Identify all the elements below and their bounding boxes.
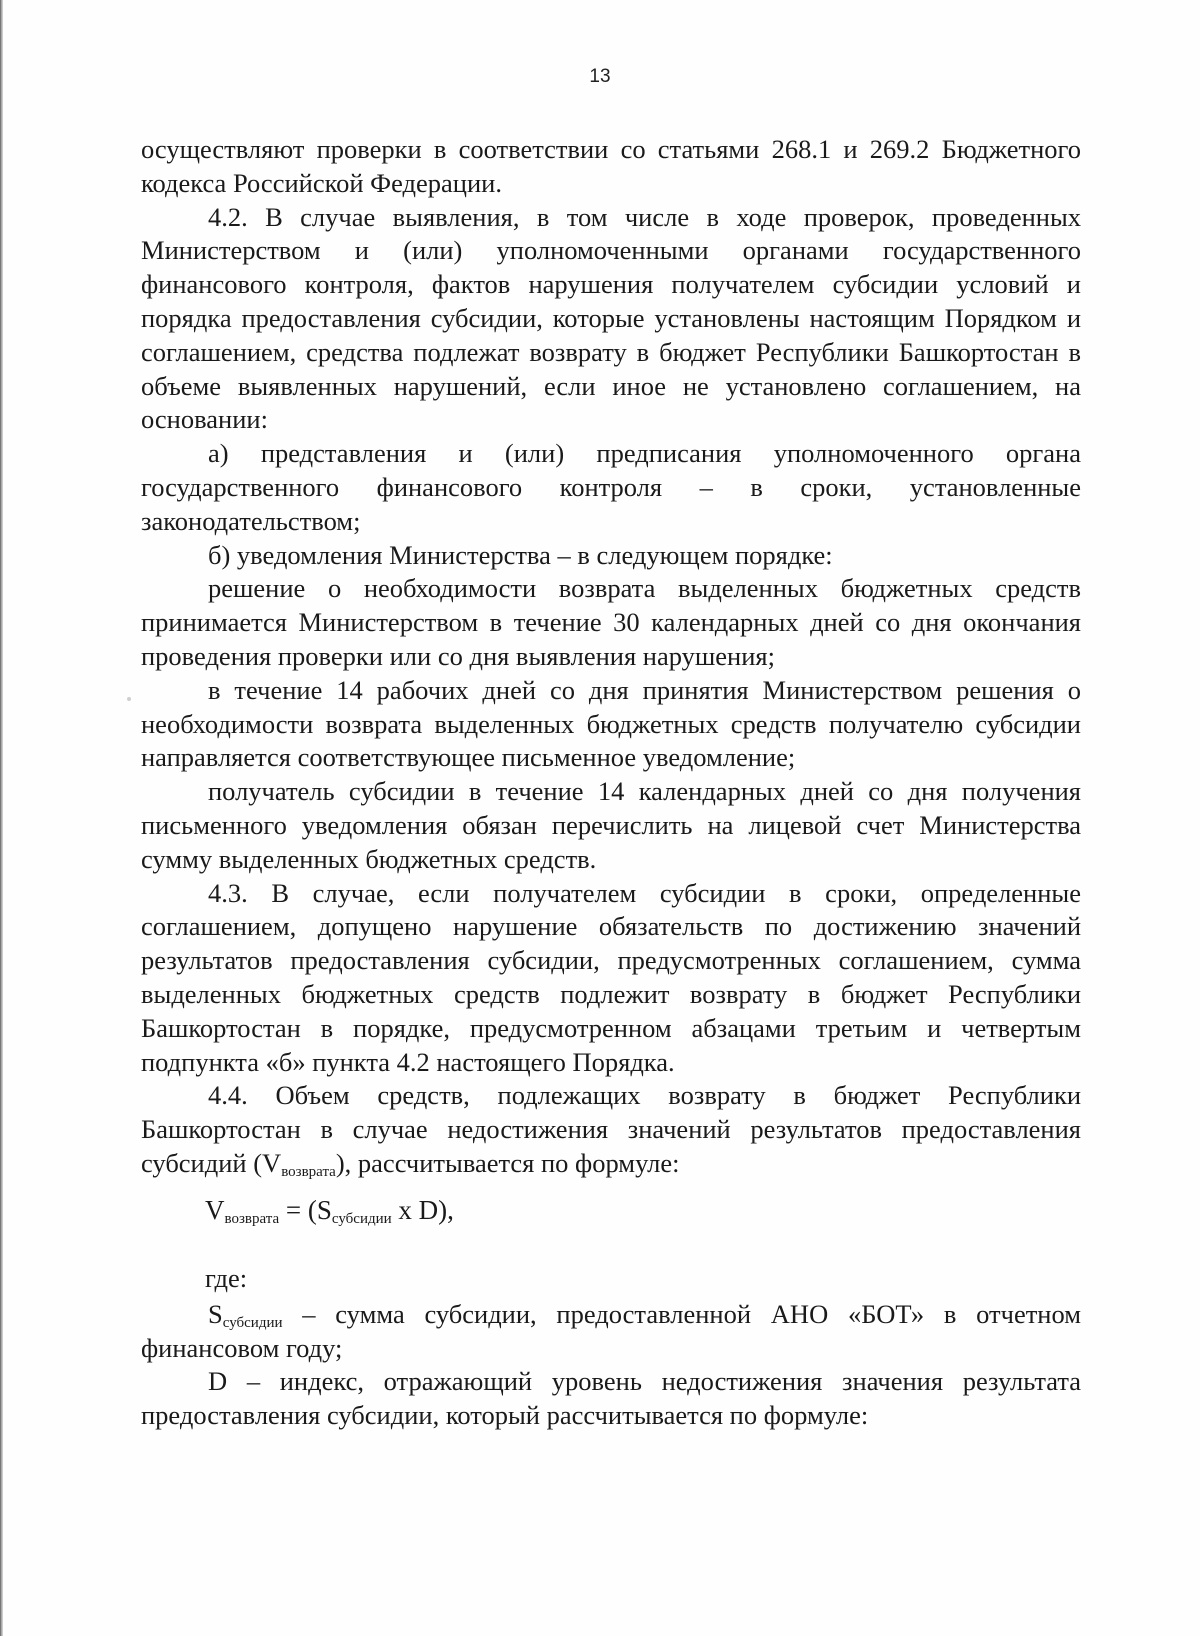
definition-s-text: – сумма субсидии, предоставленной АНО «БОТ» в отчетном финансовом году;	[141, 1298, 1081, 1363]
scan-speck	[127, 697, 131, 701]
definition-d-index: D – индекс, отражающий уровень недостижения значения результата предоставления субсидии, который рассчитывается по формуле:	[141, 1366, 1081, 1431]
paragraph-4-2-b-notice: в течение 14 рабочих дней со дня принятия Министерством решения о необходимости возврата выделенных бюджетных средств получателю субсидии направляется соответствующее письменное уведомление;	[141, 674, 1081, 773]
scan-edge	[0, 0, 3, 1636]
paragraph-4-3: 4.3. В случае, если получателем субсидии в сроки, определенные соглашением, допущено нарушение обязательств по достижению значений результатов предоставления субсидии, предусмотренных соглашением, сумма выделенных бюджетных средств подлежит возврату в бюджет Республики Башкортостан в порядке, предусмотренном абзацами третьим и четвертым подпункта «б» пункта 4.2 настоящего Порядка.	[141, 877, 1081, 1077]
paragraph-4-2-b: б) уведомления Министерства – в следующем порядке:	[208, 539, 833, 570]
formula-definitions	[141, 1262, 1081, 1433]
formula-v-subscript: возврата	[224, 1211, 280, 1227]
paragraph-4-2-a: а) представления и (или) предписания уполномоченного органа государственного финансового контроля – в сроки, установленные законодательством;	[141, 438, 1081, 536]
paragraph-4-2: 4.2. В случае выявления, в том числе в ходе проверок, проведенных Министерством и (или) уполномоченными органами государственного финансового контроля, фактов нарушения получателем субсидии условий и порядка предоставления субсидии, которые установлены настоящим Порядком и соглашением, средства подлежат возврату в бюджет Республики Башкортостан в объеме выявленных нарушений, если иное не установлено соглашением, на основании:	[141, 201, 1081, 435]
paragraph-4-4-subscript: возврата	[281, 1163, 336, 1180]
definition-s-subsidy	[141, 1298, 1081, 1366]
formula-equals-s: = (S	[279, 1195, 332, 1225]
paragraph-4-2-b-transfer: получатель субсидии в течение 14 календарных дней со дня получения письменного уведомления обязан перечислить на лицевой счет Министерства сумму выделенных бюджетных средств.	[141, 776, 1081, 874]
definition-s-symbol: S	[208, 1298, 223, 1329]
paragraph-4-4	[141, 1079, 1081, 1180]
body-text	[141, 133, 1081, 1181]
paragraph-continuation: осуществляют проверки в соответствии со статьями 268.1 и 269.2 Бюджетного кодекса Российской Федерации.	[141, 134, 1081, 198]
paragraph-4-4-before: 4.4. Объем средств, подлежащих возврату в бюджет Республики Башкортостан в случае недостижения значений результатов предоставления субсидий (V	[141, 1080, 1081, 1178]
return-volume-formula	[205, 1193, 454, 1227]
definition-s-subscript: субсидии	[222, 1314, 283, 1331]
page-number: 13	[589, 66, 611, 87]
formula-s-subscript: субсидии	[331, 1211, 392, 1227]
formula-tail: x D),	[391, 1195, 454, 1225]
paragraph-4-2-b-decision: решение о необходимости возврата выделенных бюджетных средств принимается Министерством в течение 30 календарных дней со дня окончания проведения проверки или со дня выявления нарушения;	[141, 573, 1081, 671]
where-label: где:	[205, 1263, 248, 1293]
paragraph-4-4-after: ), рассчитывается по формуле:	[335, 1147, 680, 1178]
formula-v-symbol: V	[205, 1195, 225, 1225]
